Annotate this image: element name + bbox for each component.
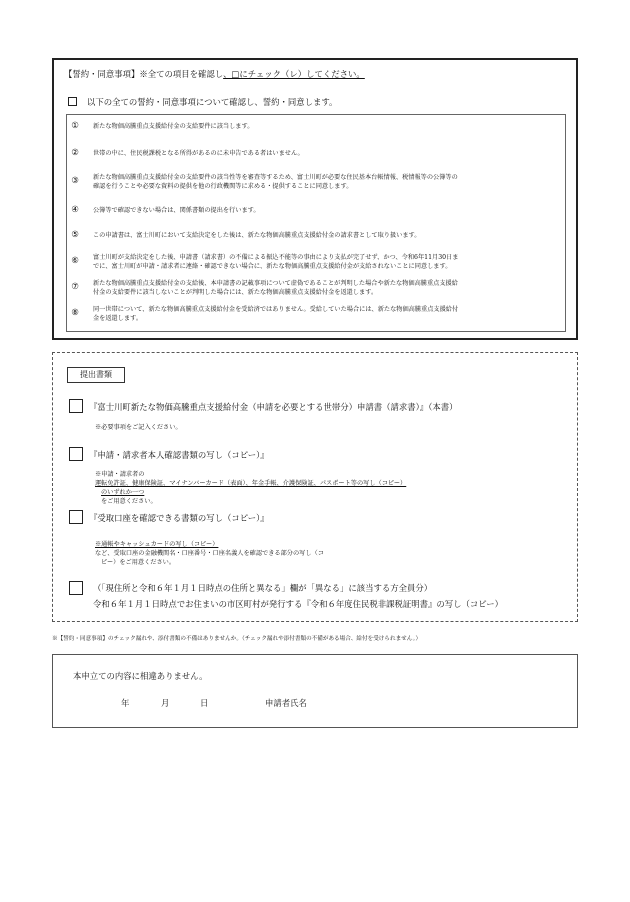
doc2-checkbox[interactable]: [69, 447, 83, 461]
doc3-note-line2: ピー）をご用意ください。: [101, 559, 176, 566]
doc1-note-text: ※必要事項をご記入ください。: [95, 424, 182, 431]
signer-name-label: 申請者氏名: [265, 698, 307, 708]
oath-item-number: ③: [71, 176, 79, 186]
doc1-title: 『富士川町新たな物価高騰重点支援給付金（申請を必要とする世帯分）申請書（請求書）』（本書）: [89, 402, 458, 412]
oath-consent-section: [52, 58, 578, 340]
doc3-note: [95, 540, 324, 567]
oath-item-text: 世帯の中に、住民税課税となる所得があるのに未申告である者はいません。: [93, 150, 304, 157]
required-documents-section: [52, 352, 578, 622]
oath-item-number: ⑧: [71, 308, 79, 318]
oath-item-number: ①: [71, 121, 79, 131]
doc3-title: 『受取口座を確認できる書類の写し（コピー）』: [89, 513, 269, 523]
oath-item-text: 富士川町が支給決定をした後、申請書（請求書）の不備による振込不能等の事由により支払が完了せず、かつ、令和6年11月30日ま: [93, 254, 459, 261]
date-month-label: 月: [161, 698, 170, 708]
oath-item-text: 新たな物価高騰重点支援給付金の支給要件に該当します。: [93, 123, 254, 130]
agree-all-row[interactable]: [68, 96, 337, 108]
doc3-note-underlined: ※通帳やキャッシュカードの写し（コピー）: [95, 541, 219, 548]
oath-item-number: ⑤: [71, 230, 79, 240]
oath-item-number: ⑦: [71, 282, 79, 292]
agree-all-label: 以下の全ての誓約・同意事項について確認し、誓約・同意します。: [87, 97, 338, 107]
footnote: ※【誓約・同意事項】のチェック漏れや、添付書類の不備はありませんか。（チェック漏れや添付書類の不備がある場合、給付を受けられません。）: [52, 636, 422, 642]
agree-all-checkbox[interactable]: [68, 97, 77, 106]
doc4-line2: 令和６年１月１日時点でお住まいの市区町村が発行する『令和６年度住民税非課税証明書』の写し（コピー）: [93, 599, 504, 609]
oath-item-number: ④: [71, 205, 79, 215]
oath-item-text: 金を返還します。: [93, 315, 143, 322]
doc3-checkbox[interactable]: [69, 510, 83, 524]
oath-item-text: 公簿等で確認できない場合は、関係書類の提出を行います。: [93, 207, 260, 214]
doc2-note: [95, 470, 406, 506]
oath-item-text: でに、富士川町が申請・請求者に連絡・確認できない場合に、新たな物価高騰重点支援給付金が支給されないことに同意します。: [93, 263, 452, 270]
doc4-title: （「現住所と令和６年１月１日時点の住所と異なる」欄が「異なる」に該当する方全員分）: [93, 583, 433, 593]
oath-title-prefix: ※全ての項目を確認し: [139, 69, 224, 79]
doc3-note-rest: など、受取口座の金融機関名・口座番号・口座名義人を確認できる部分の写し（コ: [95, 550, 324, 557]
date-day-label: 日: [200, 698, 209, 708]
oath-item-number: ⑥: [71, 256, 79, 266]
date-year-label: 年: [121, 698, 130, 708]
documents-label: 提出書類: [67, 367, 125, 383]
declaration-text: 本申立ての内容に相違ありません。: [73, 671, 208, 681]
doc1-note: [95, 423, 182, 432]
doc2-note-underlined: 運転免許証、健康保険証、マイナンバーカード（表面）、年金手帳、介護保険証、パスポート等の写し（コピー）: [95, 480, 407, 487]
oath-title: [64, 68, 365, 80]
oath-item-text: 新たな物価高騰重点支援給付金の支給要件の該当性等を審査等するため、富士川町が必要な住民基本台帳情報、税情報等の公簿等の: [93, 174, 458, 181]
doc4-checkbox[interactable]: [69, 581, 83, 595]
oath-items-list: [66, 114, 566, 332]
oath-item-text: 付金の支給要件に該当しないことが判明した場合には、新たな物価高騰重点支援給付金を返還します。: [93, 289, 378, 296]
declaration-section: [52, 654, 578, 728]
doc2-note-prefix: ※申請・請求者の: [95, 471, 145, 478]
oath-title-bracket: 【誓約・同意事項】: [64, 69, 140, 79]
oath-item-number: ②: [71, 148, 79, 158]
doc2-note-rest: をご用意ください。: [101, 498, 157, 505]
oath-item-text: 確認を行うことや必要な資料の提供を他の行政機関等に求める・提供することに同意します。: [93, 183, 353, 190]
oath-item-text: 同一世帯について、新たな物価高騰重点支援給付金を受給済ではありません。受給していた場合には、新たな物価高騰重点支援給付: [93, 306, 459, 313]
oath-title-instruction: 、□にチェック（レ）してください。: [223, 69, 365, 79]
oath-item-text: 新たな物価高騰重点支援給付金の支給後、本申請書の記載事項について虚偽であることが判明した場合や新たな物価高騰重点支援給: [93, 280, 458, 287]
oath-item-text: この申請書は、富士川町において支給決定をした後は、新たな物価高騰重点支援給付金の請求書として取り扱います。: [93, 232, 421, 239]
doc1-checkbox[interactable]: [69, 399, 83, 413]
doc2-note-one-of: のいずれか一つ: [101, 489, 145, 496]
doc2-title: 『申請・請求者本人確認書類の写し（コピー）』: [89, 450, 269, 460]
